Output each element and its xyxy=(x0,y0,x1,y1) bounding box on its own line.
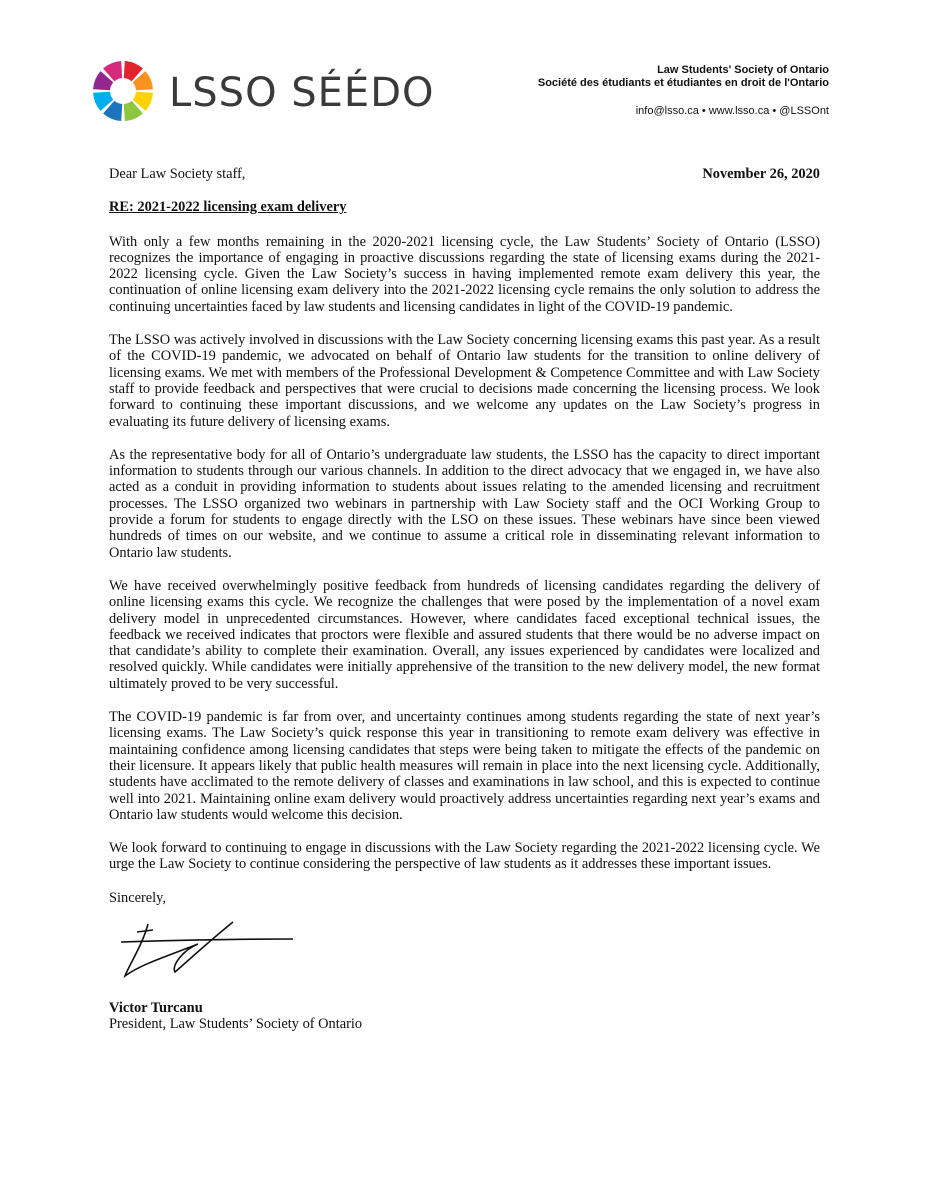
lsso-color-wheel-icon xyxy=(92,60,154,122)
subject-line: RE: 2021-2022 licensing exam delivery xyxy=(109,199,347,216)
org-name-french: Société des étudiants et étudiantes en droit de l'Ontario xyxy=(537,77,829,89)
salutation-row xyxy=(109,166,820,182)
lsso-logo xyxy=(92,60,435,124)
paragraph: As the representative body for all of Ontario’s undergraduate law students, the LSSO has the capacity to direct important information to students through our various channels. In addition to the direct advocacy that we engaged in, we have also acted as a conduit in providing information to students about issues relating to the amended licensing and recruitment processes. The LSSO organized two webinars in partnership with Law Society staff and the OCI Working Group to provide a forum for students to engage directly with the LSO on these issues. These webinars have since been viewed hundreds of times on our website, and we continue to assume a critical role in disseminating relevant information to Ontario law students. xyxy=(109,446,820,561)
letter-date: November 26, 2020 xyxy=(702,166,820,182)
signer-name: Victor Turcanu xyxy=(109,999,203,1016)
paragraph: The LSSO was actively involved in discussions with the Law Society concerning licensing exams this past year. As a result of the COVID-19 pandemic, we advocated on behalf of Ontario law students for the transition to online delivery of licensing exams. We met with members of the Professional Development & Competence Committee and with Law Society staff to provide feedback and perspectives that were crucial to decisions made concerning the licensing process. We look forward to continuing these important discussions, and we welcome any updates on the Law Society’s progress in evaluating its future delivery of licensing exams. xyxy=(109,332,820,430)
contact-line: info@lsso.ca • www.lsso.ca • @LSSOnt xyxy=(635,105,829,117)
paragraph: We have received overwhelmingly positive feedback from hundreds of licensing candidates regarding the delivery of online licensing exams this cycle. We recognize the challenges that were posed by the implementation of a novel exam delivery model in unprecedented circumstances. However, where candidates faced exceptional technical issues, the feedback we received indicates that proctors were flexible and assured students that there would be no adverse impact on that candidate’s ability to complete their examination. Overall, any issues experienced by candidates were localized and resolved quickly. While candidates were initially apprehensive of the transition to the new delivery model, the new format ultimately proved to be very successful. xyxy=(109,577,820,692)
signer-title: President, Law Students’ Society of Ontario xyxy=(109,1016,363,1033)
closing: Sincerely, xyxy=(109,889,167,906)
paragraph: The COVID-19 pandemic is far from over, and uncertainty continues among students regarding the state of next year’s licensing exams. The Law Society’s quick response this year in transitioning to remote exam delivery was effective in maintaining confidence among licensing candidates that steps were being taken to mitigate the effects of the pandemic on their licensure. It appears likely that public health measures will remain in place into the next licensing cycle. Additionally, students have acclimated to the remote delivery of classes and examinations in law school, and this is expected to continue well into 2021. Maintaining online exam delivery would proactively address uncertainties regarding next year’s exams and Ontario law students would welcome this decision. xyxy=(109,709,820,823)
salutation: Dear Law Society staff, xyxy=(109,166,246,182)
paragraph: We look forward to continuing to engage in discussions with the Law Society regarding the 2021-2022 licensing cycle. We urge the Law Society to continue considering the perspective of law students as it addresses these important issues. xyxy=(109,840,820,873)
signature-image xyxy=(113,914,303,984)
letter-body xyxy=(109,166,820,1033)
org-name-english: Law Students' Society of Ontario xyxy=(657,64,829,76)
paragraph: With only a few months remaining in the 2020-2021 licensing cycle, the Law Students’ Society of Ontario (LSSO) recognizes the importance of engaging in proactive discussions regarding the state of licensing exams during the 2021-2022 licensing cycle. Given the Law Society’s success in having implemented remote exam delivery this year, the continuation of online licensing exam delivery into the 2021-2022 licensing cycle remains the only solution to address the continuing uncertainties faced by law students and licensing candidates in light of the COVID-19 pandemic. xyxy=(109,233,820,315)
letterhead-organization xyxy=(538,64,829,118)
logo-text: LSSO SÉÉDO xyxy=(169,70,435,116)
